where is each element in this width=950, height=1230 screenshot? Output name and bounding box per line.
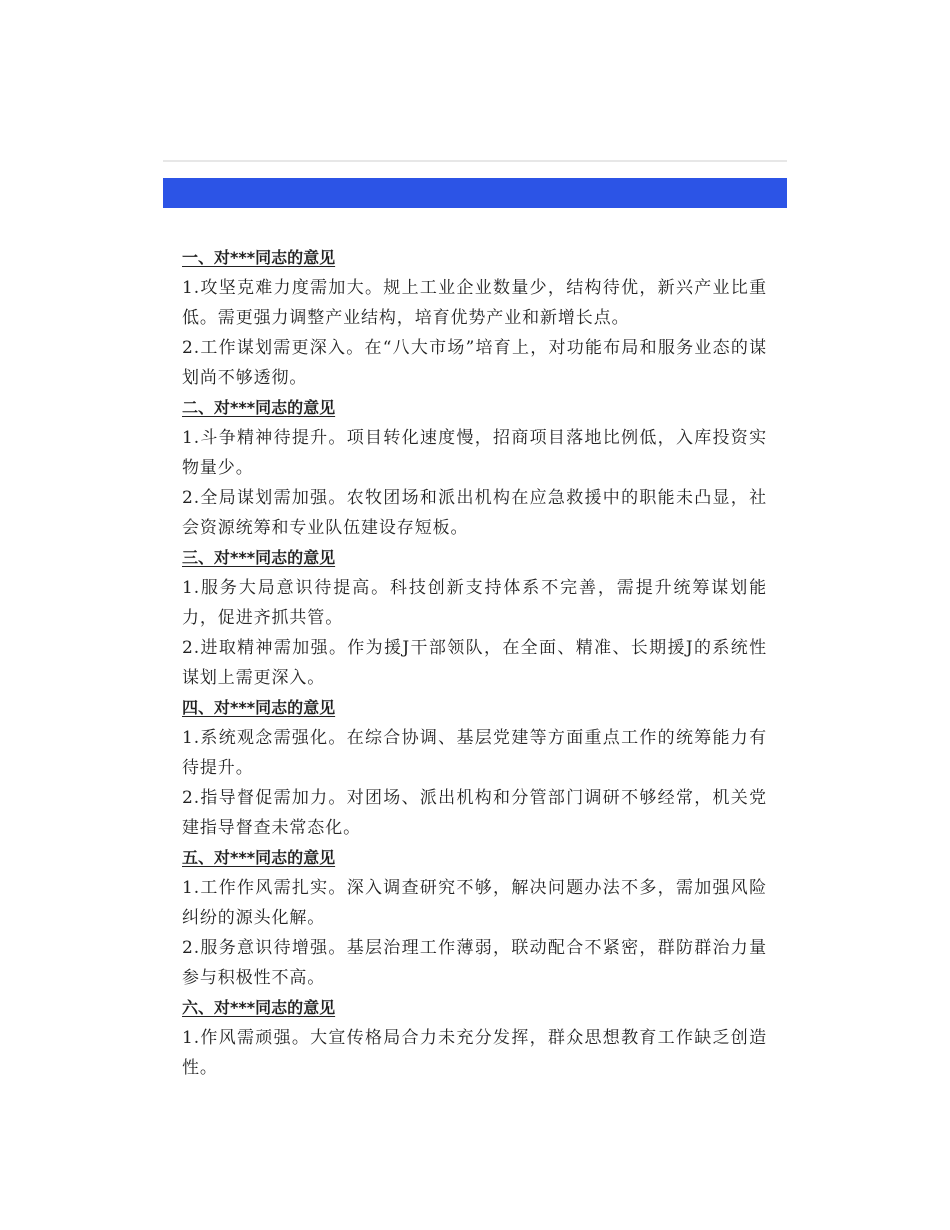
section-title: 一、对***同志的意见 [182, 248, 336, 267]
section-title: 四、对***同志的意见 [182, 698, 336, 717]
paragraph: 1.工作作风需扎实。深入调查研究不够，解决问题办法不多，需加强风险纠纷的源头化解。 [182, 878, 767, 928]
paragraph: 2.进取精神需加强。作为援J干部领队，在全面、精准、长期援J的系统性谋划上需更深入。 [182, 638, 767, 688]
section [182, 993, 767, 1083]
paragraph: 1.斗争精神待提升。项目转化速度慢，招商项目落地比例低，入库投资实物量少。 [182, 428, 767, 478]
section-title: 二、对***同志的意见 [182, 398, 336, 417]
document-body [182, 243, 767, 1083]
paragraph: 2.指导督促需加力。对团场、派出机构和分管部门调研不够经常，机关党建指导督查未常态化。 [182, 788, 767, 838]
paragraph: 1.作风需顽强。大宣传格局合力未充分发挥，群众思想教育工作缺乏创造性。 [182, 1028, 767, 1078]
section [182, 243, 767, 393]
section-title: 五、对***同志的意见 [182, 848, 336, 867]
section-title: 六、对***同志的意见 [182, 998, 336, 1017]
section [182, 693, 767, 843]
section-title: 三、对***同志的意见 [182, 548, 336, 567]
paragraph: 2.工作谋划需更深入。在“八大市场”培育上，对功能布局和服务业态的谋划尚不够透彻。 [182, 338, 767, 388]
paragraph: 2.全局谋划需加强。农牧团场和派出机构在应急救援中的职能未凸显，社会资源统筹和专业队伍建设存短板。 [182, 488, 767, 538]
section [182, 543, 767, 693]
header-banner [163, 178, 787, 208]
paragraph: 1.服务大局意识待提高。科技创新支持体系不完善，需提升统筹谋划能力，促进齐抓共管。 [182, 578, 767, 628]
paragraph: 1.系统观念需强化。在综合协调、基层党建等方面重点工作的统筹能力有待提升。 [182, 728, 767, 778]
section [182, 393, 767, 543]
paragraph: 2.服务意识待增强。基层治理工作薄弱，联动配合不紧密，群防群治力量参与积极性不高。 [182, 938, 767, 988]
paragraph: 1.攻坚克难力度需加大。规上工业企业数量少，结构待优，新兴产业比重低。需更强力调整产业结构，培育优势产业和新增长点。 [182, 278, 767, 328]
header-divider [163, 160, 787, 162]
section [182, 843, 767, 993]
